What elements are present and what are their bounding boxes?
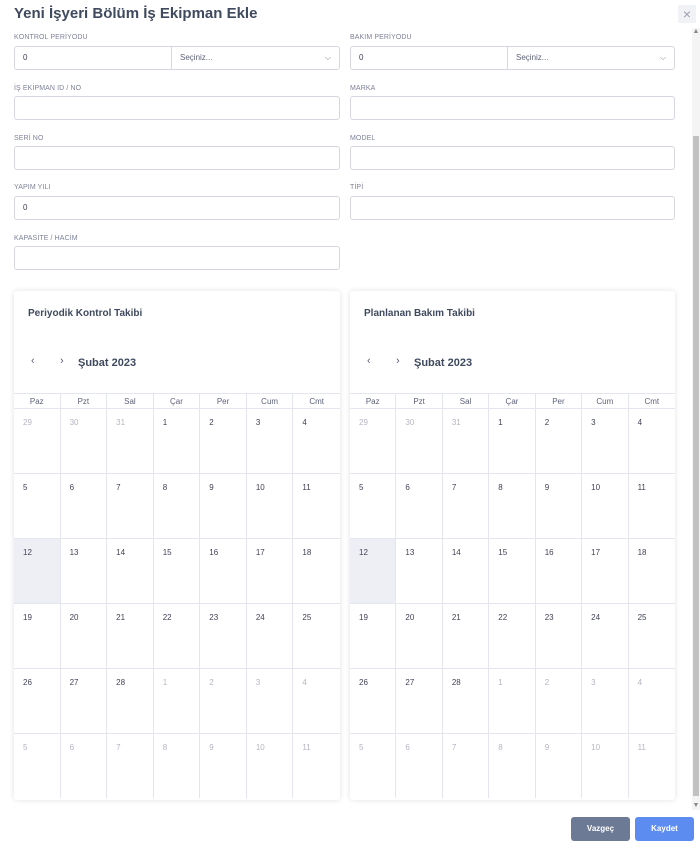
calendar-day-cell[interactable]: 18 [637, 548, 647, 557]
calendar-day-cell[interactable]: 28 [443, 669, 489, 733]
calendar-week-row [350, 604, 675, 669]
calendar-day-cell[interactable]: 23 [200, 604, 247, 668]
weekday-header: Paz [350, 394, 396, 409]
calendar-day-cell[interactable]: 29 [14, 409, 61, 473]
calendar-day-cell[interactable]: 30 [396, 409, 442, 473]
chevron-left-icon[interactable]: ‹ [367, 355, 371, 367]
calendar-day-cell[interactable]: 30 [61, 409, 108, 473]
kapasite-input[interactable] [14, 246, 340, 270]
calendar-day-cell[interactable]: 13 [396, 539, 442, 603]
calendar-day-cell[interactable]: 25 [302, 613, 312, 622]
marka-input[interactable] [350, 96, 675, 120]
calendar-day-cell[interactable]: 27 [396, 669, 442, 733]
chevron-right-icon[interactable]: › [396, 355, 400, 367]
calendar-day-cell[interactable]: 2 [200, 409, 247, 473]
calendar-month-label: Şubat 2023 [78, 357, 137, 369]
calendar-week-row [350, 734, 675, 799]
calendar-day-cell[interactable]: 2 [200, 669, 247, 733]
chevron-left-icon[interactable]: ‹ [31, 355, 35, 367]
weekday-header-row [350, 393, 675, 409]
calendar-day-cell[interactable]: 2 [536, 409, 582, 473]
calendar-week-row [350, 669, 675, 734]
calendar-day-cell[interactable]: 11 [637, 483, 646, 492]
calendar-day-cell[interactable]: 17 [247, 539, 294, 603]
chevron-right-icon[interactable]: › [60, 355, 64, 367]
calendar-week-row [14, 409, 340, 474]
weekday-header: Pzt [396, 394, 442, 409]
calendar-day-cell[interactable]: 6 [396, 734, 442, 798]
kapasite-label: KAPASİTE / HACİM [14, 235, 78, 242]
calendar-day-cell[interactable]: 21 [443, 604, 489, 668]
weekday-header: Cmt [644, 397, 660, 406]
calendar-day-cell[interactable]: 20 [61, 604, 108, 668]
weekday-header-row [14, 393, 340, 409]
calendar-week-row [350, 474, 675, 539]
save-button[interactable]: Kaydet [635, 817, 694, 841]
calendar-day-cell[interactable]: 31 [443, 409, 489, 473]
weekday-header: Çar [489, 394, 535, 409]
calendar-day-cell[interactable]: 11 [302, 483, 311, 492]
calendar-day-cell[interactable]: 3 [582, 669, 628, 733]
chevron-down-icon: ⌵ [324, 53, 331, 62]
kontrol-periyodu-select-value: Seçiniz... [180, 53, 213, 62]
calendar-day-cell[interactable]: 28 [107, 669, 154, 733]
calendar-day-cell[interactable]: 1 [154, 409, 201, 473]
calendar-week-row [14, 474, 340, 539]
calendar-day-cell[interactable]: 3 [582, 409, 628, 473]
model-label: MODEL [350, 135, 376, 142]
calendar-day-cell[interactable]: 8 [489, 474, 535, 538]
calendar-day-cell[interactable]: 4 [302, 418, 307, 427]
calendar-card-bakim [350, 291, 675, 800]
seri-no-label: SERİ NO [14, 135, 44, 142]
kontrol-periyodu-input[interactable]: 0 [14, 46, 172, 70]
calendar-day-cell[interactable]: 19 [350, 604, 396, 668]
calendar-day-cell[interactable]: 21 [107, 604, 154, 668]
weekday-header: Per [536, 394, 582, 409]
calendar-week-row [14, 604, 340, 669]
calendar-day-cell[interactable]: 5 [350, 474, 396, 538]
calendar-week-row [350, 539, 675, 604]
weekday-header: Sal [443, 394, 489, 409]
calendar-card-kontrol [14, 291, 340, 800]
calendar-day-cell[interactable]: 9 [536, 474, 582, 538]
scrollbar[interactable] [692, 28, 700, 810]
weekday-header: Cum [582, 394, 628, 409]
calendar-day-cell[interactable]: 19 [14, 604, 61, 668]
calendar-day-cell[interactable]: 4 [637, 678, 643, 687]
calendar-week-row [14, 669, 340, 734]
calendar-day-cell[interactable]: 7 [107, 734, 154, 798]
yapim-yili-input[interactable]: 0 [14, 196, 340, 220]
calendar-day-cell[interactable]: 15 [489, 539, 535, 603]
calendar-day-cell[interactable]: 17 [582, 539, 628, 603]
calendar-week-row [14, 539, 340, 604]
weekday-header: Sal [107, 394, 154, 409]
calendar-day-cell[interactable]: 7 [443, 734, 489, 798]
calendar-day-cell[interactable]: 10 [582, 734, 628, 798]
calendar-day-cell[interactable]: 23 [536, 604, 582, 668]
weekday-header: Pzt [61, 394, 108, 409]
calendar-day-cell[interactable]: 12 [14, 539, 61, 603]
calendar-day-cell[interactable]: 27 [61, 669, 108, 733]
is-ekipman-id-input[interactable] [14, 96, 340, 120]
calendar-month-label: Şubat 2023 [414, 357, 473, 369]
calendar-day-cell[interactable]: 1 [489, 669, 535, 733]
calendar-day-cell[interactable]: 6 [396, 474, 442, 538]
calendar-day-cell[interactable]: 4 [637, 418, 643, 427]
calendar-day-cell[interactable]: 20 [396, 604, 442, 668]
calendar-day-cell[interactable]: 16 [200, 539, 247, 603]
calendar-day-cell[interactable]: 6 [61, 734, 108, 798]
marka-label: MARKA [350, 85, 376, 92]
calendar-day-cell[interactable]: 29 [350, 409, 396, 473]
scroll-thumb[interactable] [693, 136, 699, 796]
calendar-day-cell[interactable]: 12 [350, 539, 396, 603]
yapim-yili-label: YAPIM YILI [14, 184, 51, 191]
scroll-down-icon[interactable]: ▼ [692, 802, 700, 809]
calendar-title: Planlanan Bakım Takibi [364, 308, 475, 319]
calendar-day-cell[interactable]: 10 [247, 474, 294, 538]
model-input[interactable] [350, 146, 675, 170]
calendar-day-cell[interactable]: 11 [302, 743, 311, 752]
calendar-day-cell[interactable]: 9 [536, 734, 582, 798]
calendar-day-cell[interactable]: 7 [443, 474, 489, 538]
calendar-day-cell[interactable]: 5 [14, 734, 61, 798]
calendar-day-cell[interactable]: 24 [582, 604, 628, 668]
bakim-periyodu-select-value: Seçiniz... [516, 53, 549, 62]
calendar-day-cell[interactable]: 31 [107, 409, 154, 473]
bakim-periyodu-label: BAKIM PERİYODU [350, 34, 412, 41]
calendar-day-cell[interactable]: 24 [247, 604, 294, 668]
calendar-day-cell[interactable]: 14 [107, 539, 154, 603]
calendar-week-row [14, 734, 340, 799]
modal-title: Yeni İşyeri Bölüm İş Ekipman Ekle [14, 5, 258, 22]
calendar-day-cell[interactable]: 2 [536, 669, 582, 733]
calendar-day-cell[interactable]: 16 [536, 539, 582, 603]
calendar-day-cell[interactable]: 22 [154, 604, 201, 668]
calendar-day-cell[interactable]: 15 [154, 539, 201, 603]
chevron-down-icon: ⌵ [659, 53, 666, 62]
weekday-header: Paz [14, 394, 61, 409]
calendar-day-cell[interactable]: 6 [61, 474, 108, 538]
calendar-day-cell[interactable]: 25 [637, 613, 647, 622]
calendar-day-cell[interactable]: 26 [14, 669, 61, 733]
scroll-up-icon[interactable]: ▲ [692, 28, 700, 35]
weekday-header: Per [200, 394, 247, 409]
calendar-day-cell[interactable]: 14 [443, 539, 489, 603]
calendar-day-cell[interactable]: 26 [350, 669, 396, 733]
kontrol-periyodu-select[interactable] [171, 46, 340, 70]
calendar-day-cell[interactable]: 8 [489, 734, 535, 798]
calendar-day-cell[interactable]: 9 [200, 474, 247, 538]
bakim-periyodu-input[interactable]: 0 [350, 46, 508, 70]
seri-no-input[interactable] [14, 146, 340, 170]
kontrol-periyodu-label: KONTROL PERİYODU [14, 34, 88, 41]
calendar-day-cell[interactable]: 8 [154, 734, 201, 798]
calendar-day-cell[interactable]: 5 [350, 734, 396, 798]
calendar-week-row [350, 409, 675, 474]
calendar-day-cell[interactable]: 18 [302, 548, 312, 557]
calendar-day-cell[interactable]: 22 [489, 604, 535, 668]
calendar-day-cell[interactable]: 11 [637, 743, 646, 752]
bakim-periyodu-select[interactable] [507, 46, 675, 70]
close-icon[interactable]: × [678, 5, 696, 23]
calendar-day-cell[interactable]: 8 [154, 474, 201, 538]
cancel-button[interactable]: Vazgeç [571, 817, 630, 841]
is-ekipman-id-label: İŞ EKİPMAN ID / NO [14, 85, 82, 92]
calendar-day-cell[interactable]: 10 [582, 474, 628, 538]
calendar-title: Periyodik Kontrol Takibi [28, 308, 143, 319]
calendar-day-cell[interactable]: 9 [200, 734, 247, 798]
calendar-day-cell[interactable]: 4 [302, 678, 307, 687]
calendar-day-cell[interactable]: 1 [489, 409, 535, 473]
calendar-day-cell[interactable]: 5 [14, 474, 61, 538]
calendar-day-cell[interactable]: 1 [154, 669, 201, 733]
calendar-day-cell[interactable]: 10 [247, 734, 294, 798]
tipi-label: TİPİ [350, 184, 364, 191]
calendar-day-cell[interactable]: 7 [107, 474, 154, 538]
calendar-day-cell[interactable]: 3 [247, 409, 294, 473]
weekday-header: Cmt [309, 397, 325, 406]
weekday-header: Cum [247, 394, 294, 409]
calendar-day-cell[interactable]: 3 [247, 669, 294, 733]
weekday-header: Çar [154, 394, 201, 409]
calendar-day-cell[interactable]: 13 [61, 539, 108, 603]
tipi-input[interactable] [350, 196, 675, 220]
